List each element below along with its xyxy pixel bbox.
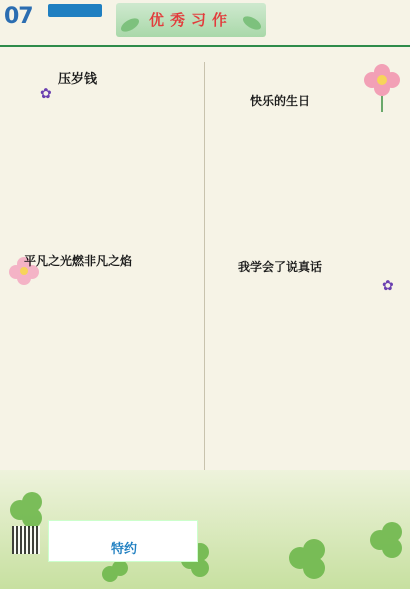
section-title: 优秀习作 bbox=[148, 11, 233, 29]
article-body bbox=[46, 100, 200, 246]
article-title: 平凡之光燃非凡之焰 bbox=[24, 254, 133, 268]
qr-code bbox=[12, 526, 40, 554]
butterfly-icon: ✿ bbox=[382, 278, 394, 294]
page-number: 07 bbox=[4, 4, 33, 29]
masthead-logo bbox=[48, 4, 102, 17]
article-body bbox=[6, 280, 202, 468]
article-title: 快乐的生日 bbox=[250, 94, 311, 108]
special-column-label: 特约 bbox=[110, 542, 137, 557]
page-header bbox=[0, 0, 410, 46]
special-column-box bbox=[48, 520, 198, 562]
article-title: 我学会了说真话 bbox=[238, 260, 323, 274]
article-body bbox=[210, 120, 406, 240]
section-banner bbox=[116, 3, 266, 37]
header-rule bbox=[0, 45, 410, 47]
article-title: 压岁钱 bbox=[58, 72, 98, 87]
flower-icon bbox=[354, 52, 410, 112]
butterfly-icon: ✿ bbox=[40, 86, 52, 102]
